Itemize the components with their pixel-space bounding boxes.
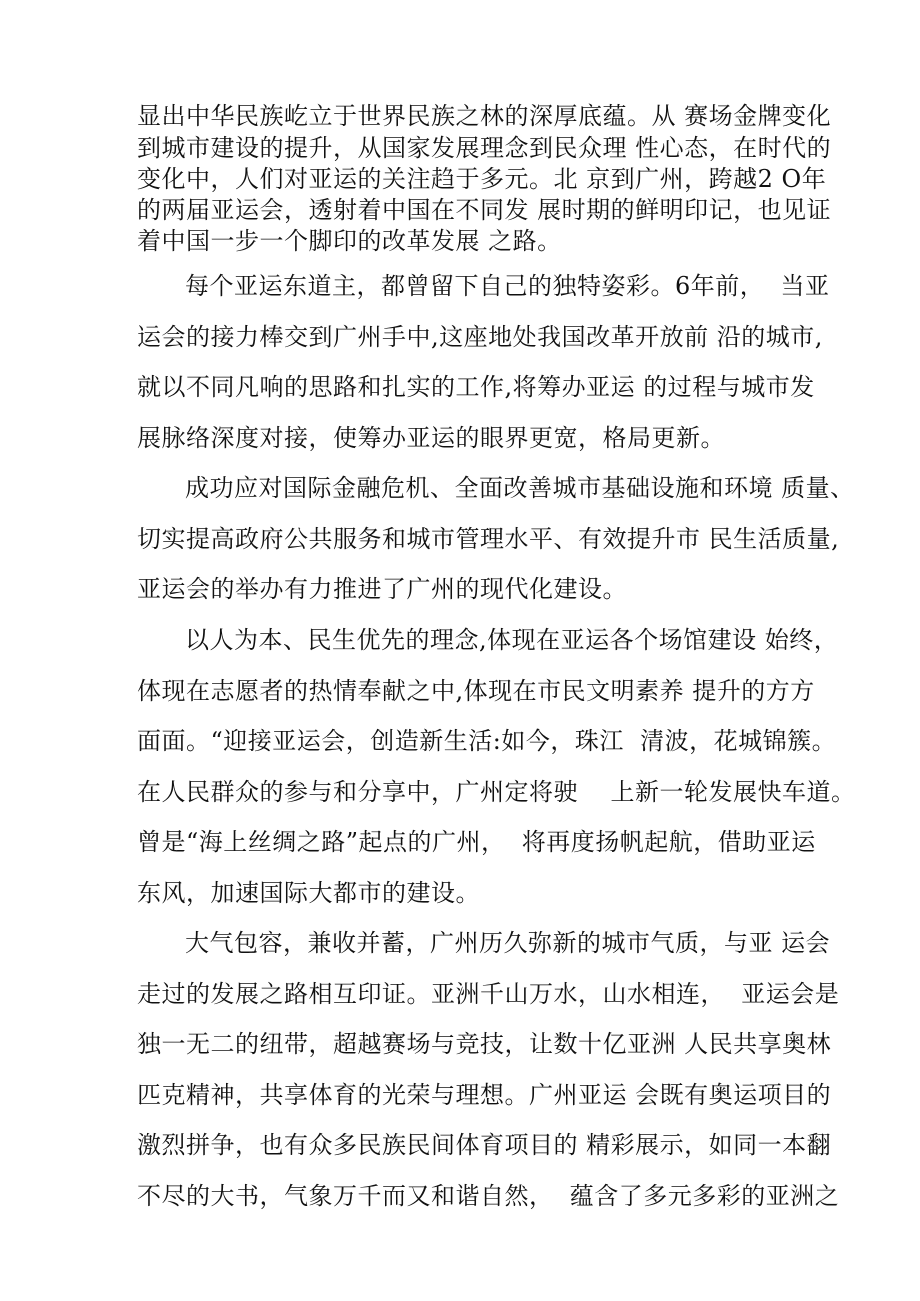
text-line: 面面。“迎接亚运会，创造新生活:如今，珠江 清波，花城锦簇。 — [137, 727, 837, 755]
text-line: 每个亚运东道主，都曾留下自己的独特姿彩。6年前， 当亚 — [185, 272, 830, 300]
text-line: 大气包容，兼收并蓄，广州历久弥新的城市气质，与亚 运会 — [185, 929, 831, 957]
text-line: 的两届亚运会，透射着中国在不同发 展时期的鲜明印记，也见证 — [137, 196, 832, 224]
text-line: 变化中，人们对亚运的关注趋于多元。北 京到广州，跨越2 O年 — [137, 165, 827, 193]
text-line: 以人为本、民生优先的理念,体现在亚运各个场馆建设 始终， — [185, 626, 839, 654]
text-line: 成功应对国际金融危机、全面改善城市基础设施和环境 质量、 — [185, 474, 855, 502]
text-line: 展脉络深度对接，使筹办亚运的眼界更宽，格局更新。 — [137, 424, 725, 452]
text-line: 显出中华民族屹立于世界民族之林的深厚底蕴。从 赛场金牌变化 — [137, 102, 832, 130]
text-line: 曾是“海上丝绸之路”起点的广州， 将再度扬帆起航，借助亚运 — [137, 828, 816, 856]
text-line: 独一无二的纽带，超越赛场与竞技，让数十亿亚洲 人民共享奥林 — [137, 1030, 832, 1058]
text-line: 匹克精神，共享体育的光荣与理想。广州亚运 会既有奥运项目的 — [137, 1081, 832, 1109]
text-line: 亚运会的举办有力推进了广州的现代化建设。 — [137, 575, 627, 603]
text-line: 在人民群众的参与和分享中，广州定将驶 上新一轮发展快车道。 — [137, 778, 856, 806]
text-line: 激烈拼争，也有众多民族民间体育项目的 精彩展示，如同一本翻 — [137, 1131, 832, 1159]
text-line: 切实提高政府公共服务和城市管理水平、有效提升市 民生活质量, — [137, 525, 840, 553]
text-line: 不尽的大书，气象万千而又和谐自然， 蕴含了多元多彩的亚洲之 — [137, 1182, 840, 1210]
text-line: 走过的发展之路相互印证。亚洲千山万水，山水相连， 亚运会是 — [137, 980, 840, 1008]
text-line: 着中国一步一个脚印的改革发展 之路。 — [137, 227, 562, 255]
text-line: 东风，加速国际大都市的建设。 — [137, 879, 480, 907]
text-line: 就以不同凡响的思路和扎实的工作,将筹办亚运 的过程与城市发 — [137, 373, 815, 401]
text-line: 运会的接力棒交到广州手中,这座地处我国改革开放前 沿的城市, — [137, 323, 823, 351]
text-line: 到城市建设的提升，从国家发展理念到民众理 性心态，在时代的 — [137, 134, 832, 162]
text-line: 体现在志愿者的热情奉献之中,体现在市民文明素养 提升的方方 — [137, 677, 815, 705]
